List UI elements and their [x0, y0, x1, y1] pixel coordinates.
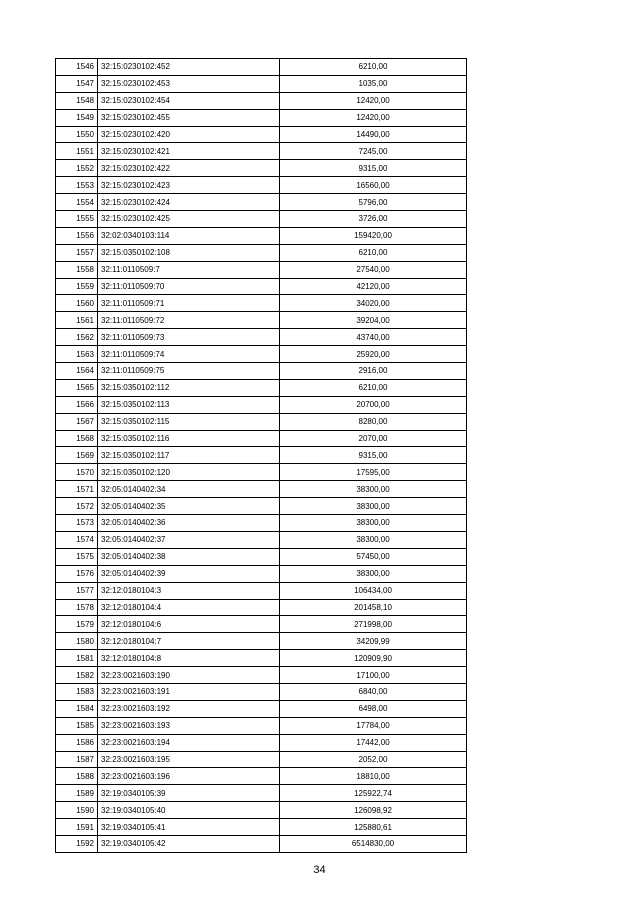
row-number-cell: 1591	[56, 819, 98, 836]
value-cell: 34020,00	[280, 295, 467, 312]
table-row	[56, 734, 467, 751]
row-number-cell: 1561	[56, 312, 98, 329]
value-cell: 126098,92	[280, 802, 467, 819]
row-number-cell: 1553	[56, 177, 98, 194]
cadastral-number-cell: 32:15:0230102:452	[98, 59, 280, 76]
cadastral-number-cell: 32:15:0350102:112	[98, 379, 280, 396]
cadastral-number-cell: 32:12:0180104:4	[98, 599, 280, 616]
value-cell: 6210,00	[280, 59, 467, 76]
table-row	[56, 211, 467, 228]
cadastral-number-cell: 32:19:0340105:41	[98, 819, 280, 836]
cadastral-number-cell: 32:05:0140402:37	[98, 531, 280, 548]
row-number-cell: 1572	[56, 498, 98, 515]
row-number-cell: 1567	[56, 413, 98, 430]
value-cell: 16560,00	[280, 177, 467, 194]
row-number-cell: 1578	[56, 599, 98, 616]
row-number-cell: 1581	[56, 650, 98, 667]
cadastral-number-cell: 32:11:0110509:74	[98, 346, 280, 363]
row-number-cell: 1565	[56, 379, 98, 396]
table-row	[56, 616, 467, 633]
cadastral-number-cell: 32:15:0230102:454	[98, 92, 280, 109]
row-number-cell: 1558	[56, 261, 98, 278]
table-row	[56, 160, 467, 177]
value-cell: 27540,00	[280, 261, 467, 278]
cadastral-number-cell: 32:12:0180104:6	[98, 616, 280, 633]
row-number-cell: 1546	[56, 59, 98, 76]
row-number-cell: 1579	[56, 616, 98, 633]
table-row	[56, 194, 467, 211]
row-number-cell: 1585	[56, 717, 98, 734]
table-row	[56, 244, 467, 261]
table-row	[56, 751, 467, 768]
table-row	[56, 565, 467, 582]
cadastral-number-cell: 32:23:0021603:190	[98, 667, 280, 684]
value-cell: 12420,00	[280, 92, 467, 109]
row-number-cell: 1568	[56, 430, 98, 447]
value-cell: 125880,61	[280, 819, 467, 836]
table-row	[56, 177, 467, 194]
table-row	[56, 667, 467, 684]
table-row	[56, 413, 467, 430]
table-row	[56, 650, 467, 667]
table-row	[56, 329, 467, 346]
cadastral-number-cell: 32:11:0110509:7	[98, 261, 280, 278]
table-row	[56, 227, 467, 244]
row-number-cell: 1569	[56, 447, 98, 464]
table-row	[56, 396, 467, 413]
value-cell: 6498,00	[280, 700, 467, 717]
value-cell: 38300,00	[280, 498, 467, 515]
cadastral-number-cell: 32:15:0350102:117	[98, 447, 280, 464]
table-row	[56, 278, 467, 295]
row-number-cell: 1589	[56, 785, 98, 802]
row-number-cell: 1555	[56, 211, 98, 228]
row-number-cell: 1587	[56, 751, 98, 768]
value-cell: 6514830,00	[280, 835, 467, 852]
table-row	[56, 261, 467, 278]
value-cell: 201458,10	[280, 599, 467, 616]
value-cell: 34209,99	[280, 633, 467, 650]
cadastral-number-cell: 32:05:0140402:36	[98, 515, 280, 532]
row-number-cell: 1556	[56, 227, 98, 244]
table-row	[56, 768, 467, 785]
row-number-cell: 1559	[56, 278, 98, 295]
row-number-cell: 1582	[56, 667, 98, 684]
row-number-cell: 1550	[56, 126, 98, 143]
value-cell: 120909,90	[280, 650, 467, 667]
table-row	[56, 582, 467, 599]
table-row	[56, 599, 467, 616]
value-cell: 2052,00	[280, 751, 467, 768]
cadastral-number-cell: 32:12:0180104:8	[98, 650, 280, 667]
table-row	[56, 785, 467, 802]
value-cell: 271998,00	[280, 616, 467, 633]
row-number-cell: 1560	[56, 295, 98, 312]
table-row	[56, 126, 467, 143]
value-cell: 3726,00	[280, 211, 467, 228]
row-number-cell: 1588	[56, 768, 98, 785]
row-number-cell: 1573	[56, 515, 98, 532]
value-cell: 17784,00	[280, 717, 467, 734]
cadastral-value-table	[55, 58, 467, 853]
row-number-cell: 1552	[56, 160, 98, 177]
table-row	[56, 143, 467, 160]
table-row	[56, 92, 467, 109]
page-number: 34	[313, 864, 326, 876]
cadastral-number-cell: 32:15:0350102:120	[98, 464, 280, 481]
row-number-cell: 1562	[56, 329, 98, 346]
table-row	[56, 464, 467, 481]
value-cell: 2070,00	[280, 430, 467, 447]
cadastral-number-cell: 32:19:0340105:42	[98, 835, 280, 852]
value-cell: 9315,00	[280, 160, 467, 177]
row-number-cell: 1584	[56, 700, 98, 717]
row-number-cell: 1577	[56, 582, 98, 599]
cadastral-number-cell: 32:15:0230102:423	[98, 177, 280, 194]
table-body	[56, 59, 467, 853]
value-cell: 12420,00	[280, 109, 467, 126]
cadastral-number-cell: 32:23:0021603:192	[98, 700, 280, 717]
table-row	[56, 59, 467, 76]
row-number-cell: 1563	[56, 346, 98, 363]
cadastral-number-cell: 32:19:0340105:40	[98, 802, 280, 819]
cadastral-number-cell: 32:15:0230102:420	[98, 126, 280, 143]
row-number-cell: 1580	[56, 633, 98, 650]
value-cell: 43740,00	[280, 329, 467, 346]
table-row	[56, 802, 467, 819]
cadastral-number-cell: 32:15:0350102:115	[98, 413, 280, 430]
cadastral-number-cell: 32:23:0021603:195	[98, 751, 280, 768]
cadastral-number-cell: 32:15:0350102:108	[98, 244, 280, 261]
table-row	[56, 498, 467, 515]
table-row	[56, 109, 467, 126]
value-cell: 14490,00	[280, 126, 467, 143]
row-number-cell: 1590	[56, 802, 98, 819]
value-cell: 106434,00	[280, 582, 467, 599]
cadastral-number-cell: 32:23:0021603:194	[98, 734, 280, 751]
table-row	[56, 312, 467, 329]
row-number-cell: 1576	[56, 565, 98, 582]
cadastral-number-cell: 32:11:0110509:70	[98, 278, 280, 295]
cadastral-number-cell: 32:15:0230102:425	[98, 211, 280, 228]
cadastral-number-cell: 32:05:0140402:38	[98, 548, 280, 565]
cadastral-number-cell: 32:23:0021603:196	[98, 768, 280, 785]
row-number-cell: 1571	[56, 481, 98, 498]
value-cell: 38300,00	[280, 515, 467, 532]
value-cell: 159420,00	[280, 227, 467, 244]
table-row	[56, 295, 467, 312]
table-row	[56, 633, 467, 650]
row-number-cell: 1575	[56, 548, 98, 565]
value-cell: 25920,00	[280, 346, 467, 363]
cadastral-number-cell: 32:15:0350102:116	[98, 430, 280, 447]
row-number-cell: 1574	[56, 531, 98, 548]
value-cell: 20700,00	[280, 396, 467, 413]
cadastral-number-cell: 32:15:0230102:422	[98, 160, 280, 177]
cadastral-number-cell: 32:19:0340105:39	[98, 785, 280, 802]
value-cell: 6210,00	[280, 379, 467, 396]
cadastral-number-cell: 32:11:0110509:75	[98, 363, 280, 380]
value-cell: 125922,74	[280, 785, 467, 802]
cadastral-number-cell: 32:15:0230102:421	[98, 143, 280, 160]
value-cell: 1035,00	[280, 75, 467, 92]
table-row	[56, 346, 467, 363]
value-cell: 6840,00	[280, 683, 467, 700]
value-cell: 8280,00	[280, 413, 467, 430]
value-cell: 38300,00	[280, 565, 467, 582]
cadastral-number-cell: 32:11:0110509:72	[98, 312, 280, 329]
row-number-cell: 1583	[56, 683, 98, 700]
row-number-cell: 1547	[56, 75, 98, 92]
value-cell: 17100,00	[280, 667, 467, 684]
row-number-cell: 1564	[56, 363, 98, 380]
row-number-cell: 1566	[56, 396, 98, 413]
cadastral-number-cell: 32:15:0230102:453	[98, 75, 280, 92]
row-number-cell: 1548	[56, 92, 98, 109]
table-row	[56, 717, 467, 734]
value-cell: 7245,00	[280, 143, 467, 160]
cadastral-number-cell: 32:05:0140402:35	[98, 498, 280, 515]
cadastral-number-cell: 32:05:0140402:34	[98, 481, 280, 498]
cadastral-number-cell: 32:15:0350102:113	[98, 396, 280, 413]
value-cell: 2916,00	[280, 363, 467, 380]
table-row	[56, 75, 467, 92]
table-row	[56, 835, 467, 852]
row-number-cell: 1549	[56, 109, 98, 126]
value-cell: 6210,00	[280, 244, 467, 261]
table-row	[56, 515, 467, 532]
table-row	[56, 430, 467, 447]
table-row	[56, 379, 467, 396]
cadastral-number-cell: 32:11:0110509:73	[98, 329, 280, 346]
table-row	[56, 819, 467, 836]
cadastral-number-cell: 32:11:0110509:71	[98, 295, 280, 312]
value-cell: 38300,00	[280, 481, 467, 498]
table-row	[56, 531, 467, 548]
value-cell: 9315,00	[280, 447, 467, 464]
value-cell: 17595,00	[280, 464, 467, 481]
table-row	[56, 363, 467, 380]
cadastral-number-cell: 32:02:0340103:114	[98, 227, 280, 244]
value-cell: 38300,00	[280, 531, 467, 548]
row-number-cell: 1554	[56, 194, 98, 211]
table-row	[56, 700, 467, 717]
row-number-cell: 1586	[56, 734, 98, 751]
value-cell: 5796,00	[280, 194, 467, 211]
value-cell: 42120,00	[280, 278, 467, 295]
cadastral-number-cell: 32:12:0180104:3	[98, 582, 280, 599]
row-number-cell: 1551	[56, 143, 98, 160]
cadastral-number-cell: 32:15:0230102:424	[98, 194, 280, 211]
table-row	[56, 447, 467, 464]
cadastral-number-cell: 32:05:0140402:39	[98, 565, 280, 582]
row-number-cell: 1592	[56, 835, 98, 852]
table-row	[56, 481, 467, 498]
cadastral-number-cell: 32:23:0021603:193	[98, 717, 280, 734]
cadastral-number-cell: 32:12:0180104:7	[98, 633, 280, 650]
row-number-cell: 1570	[56, 464, 98, 481]
value-cell: 57450,00	[280, 548, 467, 565]
table-row	[56, 683, 467, 700]
value-cell: 17442,00	[280, 734, 467, 751]
value-cell: 39204,00	[280, 312, 467, 329]
table-row	[56, 548, 467, 565]
cadastral-number-cell: 32:15:0230102:455	[98, 109, 280, 126]
cadastral-number-cell: 32:23:0021603:191	[98, 683, 280, 700]
value-cell: 18810,00	[280, 768, 467, 785]
row-number-cell: 1557	[56, 244, 98, 261]
